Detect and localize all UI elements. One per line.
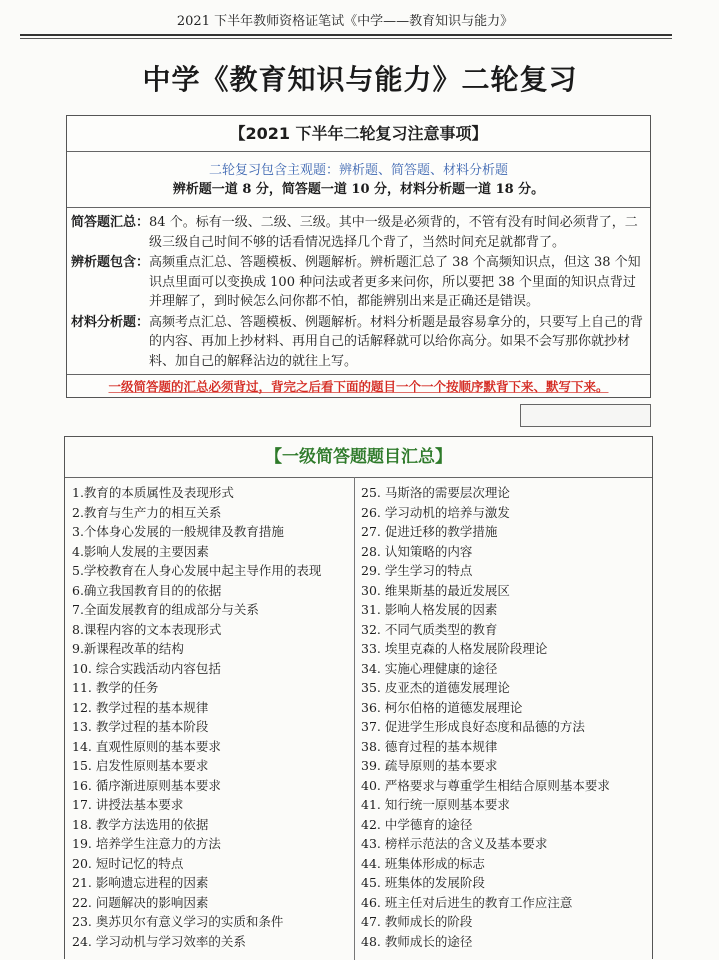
note-text: 高频考点汇总、答题模板、例题解析。材料分析题是最容易拿分的，只要写上自己的背的内容、再加上抄材料、再用自己的话解释就可以给你高分。如果不会写那你就抄材料、加自己的解释沾边的就往上写。	[149, 314, 644, 369]
right-column	[361, 483, 646, 951]
list-item: 39. 疏导原则的基本要求	[361, 758, 498, 773]
list-item: 44. 班集体形成的标志	[361, 855, 485, 871]
list-item: 28. 认知策略的内容	[361, 543, 473, 559]
list-item: 35. 皮亚杰的道德发展理论	[361, 680, 510, 695]
page-title: 中学《教育知识与能力》二轮复习	[142, 63, 578, 96]
list-item: 24. 学习动机与学习效率的关系	[72, 933, 246, 949]
list-item: 4.影响人发展的主要因素	[72, 543, 209, 559]
question-list-box	[64, 436, 653, 959]
note-item	[71, 213, 646, 252]
list-item: 3.个体身心发展的一般规律及教育措施	[72, 524, 284, 539]
list-item: 38. 德育过程的基本规律	[361, 738, 498, 754]
note-label: 辨析题包含：	[71, 255, 150, 270]
list-item: 15. 启发性原则基本要求	[72, 758, 209, 773]
notes-body	[71, 213, 646, 372]
list-item: 11. 教学的任务	[72, 680, 159, 695]
left-column	[72, 483, 352, 951]
note-label: 简答题汇总：	[71, 215, 150, 230]
column-divider	[354, 477, 355, 960]
list-item: 34. 实施心理健康的途径	[361, 660, 498, 676]
list-item: 32. 不同气质类型的教育	[361, 621, 498, 637]
red-note-bar	[67, 374, 650, 398]
list-item: 26. 学习动机的培养与激发	[361, 504, 510, 520]
note-item	[71, 253, 646, 312]
list-item: 7.全面发展教育的组成部分与关系	[72, 602, 259, 617]
list-item: 42. 中学德育的途径	[361, 816, 473, 832]
list-item: 20. 短时记忆的特点	[72, 855, 184, 871]
list-item: 29. 学生学习的特点	[361, 563, 473, 578]
list-item: 8.课程内容的文本表现形式	[72, 621, 222, 637]
list-item: 6.确立我国教育目的的依据	[72, 582, 222, 598]
notes-intro	[67, 152, 650, 208]
list-item: 22. 问题解决的影响因素	[72, 894, 209, 910]
list-item: 46. 班主任对后进生的教育工作应注意	[361, 894, 573, 910]
notes-title: 【2021 下半年二轮复习注意事项】	[67, 116, 650, 152]
list-item: 45. 班集体的发展阶段	[361, 875, 485, 890]
list-item: 14. 直观性原则的基本要求	[72, 738, 221, 754]
list-item: 48. 教师成长的途径	[361, 933, 473, 949]
list-title: 【一级简答题题目汇总】	[65, 437, 652, 478]
list-item: 13. 教学过程的基本阶段	[72, 719, 209, 734]
blank-box	[520, 404, 651, 427]
list-item: 36. 柯尔伯格的道德发展理论	[361, 699, 523, 715]
list-item: 43. 榜样示范法的含义及基本要求	[361, 836, 548, 851]
list-item: 16. 循序渐进原则基本要求	[72, 777, 221, 793]
list-item: 41. 知行统一原则基本要求	[361, 797, 510, 812]
list-item: 47. 教师成长的阶段	[361, 914, 473, 929]
list-item: 37. 促进学生形成良好态度和品德的方法	[361, 719, 585, 734]
list-item: 2.教育与生产力的相互关系	[72, 504, 222, 520]
list-item: 12. 教学过程的基本规律	[72, 699, 209, 715]
list-item: 30. 维果斯基的最近发展区	[361, 582, 510, 598]
list-item: 25. 马斯洛的需要层次理论	[361, 485, 510, 500]
list-item: 9.新课程改革的结构	[72, 641, 184, 656]
note-text: 84 个。标有一级、二级、三级。其中一级是必须背的，不管有没有时间必须背了，二级三级自己时间不够的话看情况选择几个背了，当然时间充足就都背了。	[149, 215, 638, 250]
list-item: 27. 促进迁移的教学措施	[361, 524, 498, 539]
list-item: 17. 讲授法基本要求	[72, 797, 184, 812]
list-item: 19. 培养学生注意力的方法	[72, 836, 221, 851]
list-item: 21. 影响遗忘进程的因素	[72, 875, 209, 890]
list-item: 18. 教学方法选用的依据	[72, 816, 209, 832]
list-item: 33. 埃里克森的人格发展阶段理论	[361, 641, 548, 656]
list-item: 40. 严格要求与尊重学生相结合原则基本要求	[361, 777, 610, 793]
intro-scores: 辨析题一道 8 分，简答题一道 10 分，材料分析题一道 18 分。	[172, 182, 545, 197]
list-item: 31. 影响人格发展的因素	[361, 602, 498, 617]
page-header: 2021 下半年教师资格证笔试《中学——教育知识与能力》	[176, 14, 514, 29]
red-note: 一级简答题的汇总必须背过，背完之后看下面的题目一个一个按顺序默背下来、默写下来。	[108, 379, 609, 394]
header-rule-thin	[20, 38, 672, 39]
header-rule	[20, 34, 672, 36]
note-label: 材料分析题：	[71, 314, 150, 330]
note-item	[71, 313, 646, 372]
notes-box	[66, 115, 651, 398]
list-item: 1.教育的本质属性及表现形式	[72, 485, 234, 500]
list-item: 23. 奥苏贝尔有意义学习的实质和条件	[72, 914, 284, 929]
intro-question-types: 二轮复习包含主观题：辨析题、简答题、材料分析题	[208, 163, 508, 178]
note-text: 高频重点汇总、答题模板、例题解析。辨析题汇总了 38 个高频知识点，但这 38 个知识点里面可以变换成 100 种问法或者更多来问你，所以要把 38 个里面的知识点背过并理解了，到时候怎么问你都不怕，都能辨别出来是正确还是错误。	[149, 255, 641, 309]
list-item: 5.学校教育在人身心发展中起主导作用的表现	[72, 563, 322, 578]
list-item: 10. 综合实践活动内容包括	[72, 660, 221, 676]
